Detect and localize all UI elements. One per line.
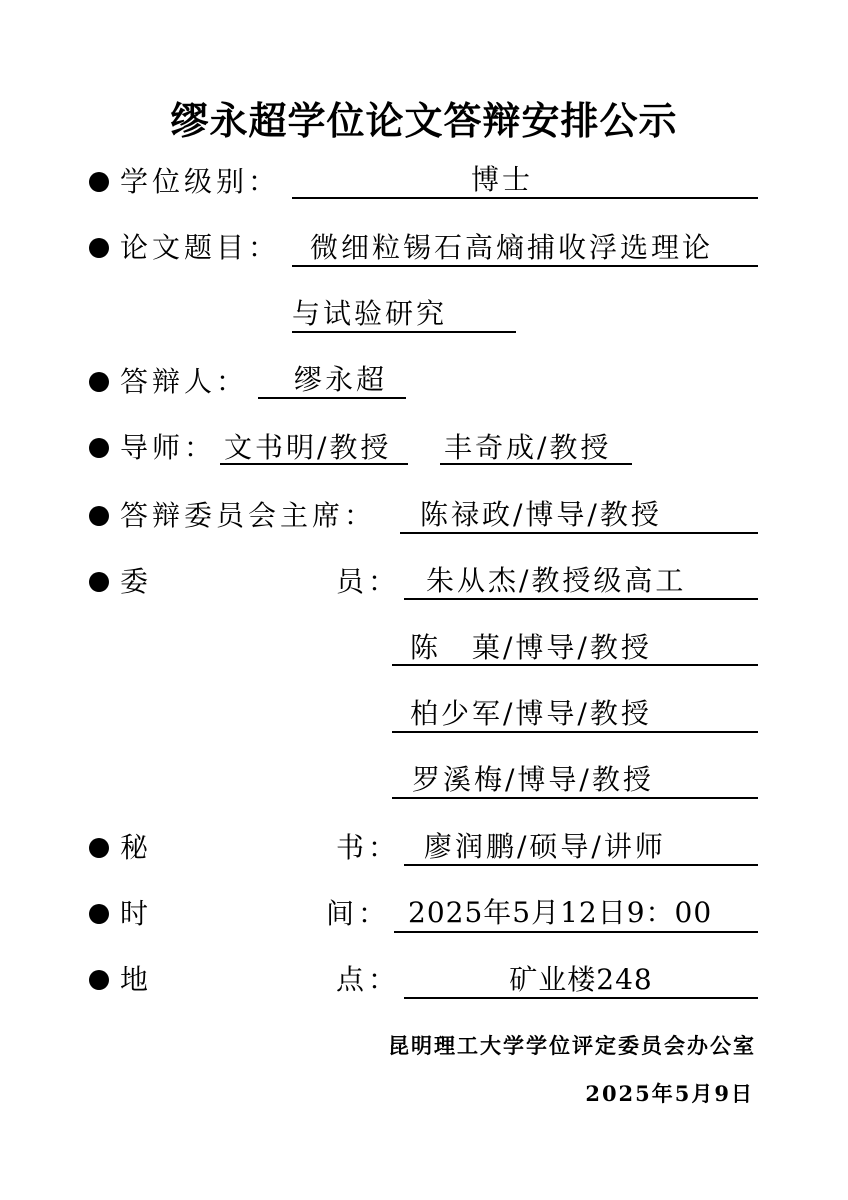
- member-value-3: 柏少军/博导/教授: [410, 697, 652, 730]
- thesis-title-line2: 与试验研究: [292, 297, 448, 330]
- members-label-start: 委: [120, 565, 153, 598]
- place-label-start: 地: [120, 963, 153, 996]
- bullet-icon: [89, 172, 109, 192]
- time-underline: [394, 931, 758, 933]
- bullet-icon: [89, 904, 109, 924]
- time-value: 2025年5月12日9：00: [408, 896, 713, 929]
- page-title: 缪永超学位论文答辩安排公示: [170, 99, 678, 143]
- degree-value: 博士: [470, 163, 533, 196]
- bullet-icon: [89, 838, 109, 858]
- place-value: 矿业楼248: [509, 963, 653, 996]
- bullet-icon: [89, 438, 109, 458]
- bullet-icon: [89, 572, 109, 592]
- defender-label: 答辩人：: [120, 365, 249, 398]
- advisor-value-1: 文书明/教授: [224, 431, 392, 464]
- degree-label: 学位级别：: [120, 165, 281, 198]
- time-label-end: 间：: [326, 897, 391, 930]
- secretary-label-end: 书：: [336, 831, 401, 864]
- bullet-icon: [89, 506, 109, 526]
- issuing-office: 昆明理工大学学位评定委员会办公室: [388, 1033, 756, 1058]
- bullet-icon: [89, 970, 109, 990]
- secretary-value: 廖润鹏/硕导/讲师: [424, 830, 666, 863]
- chair-label: 答辩委员会主席：: [120, 499, 377, 532]
- time-label-start: 时: [120, 897, 153, 930]
- thesis-title-line1: 微细粒锡石高熵捕收浮选理论: [310, 231, 714, 264]
- issue-date: 2025年5月9日: [585, 1081, 754, 1106]
- bullet-icon: [89, 238, 109, 258]
- chair-value: 陈禄政/博导/教授: [420, 498, 662, 531]
- defender-value: 缪永超: [294, 363, 388, 396]
- bullet-icon: [89, 372, 109, 392]
- member-value-4: 罗溪梅/博导/教授: [412, 763, 654, 796]
- thesis-label: 论文题目：: [120, 231, 281, 264]
- place-label-end: 点：: [336, 963, 401, 996]
- secretary-label-start: 秘: [120, 831, 153, 864]
- member-value-1: 朱从杰/教授级高工: [426, 564, 687, 597]
- advisor-label: 导师：: [120, 431, 217, 464]
- members-label-end: 员：: [336, 565, 401, 598]
- member-value-2: 陈 菓/博导/教授: [410, 631, 652, 664]
- advisor-value-2: 丰奇成/教授: [444, 431, 612, 464]
